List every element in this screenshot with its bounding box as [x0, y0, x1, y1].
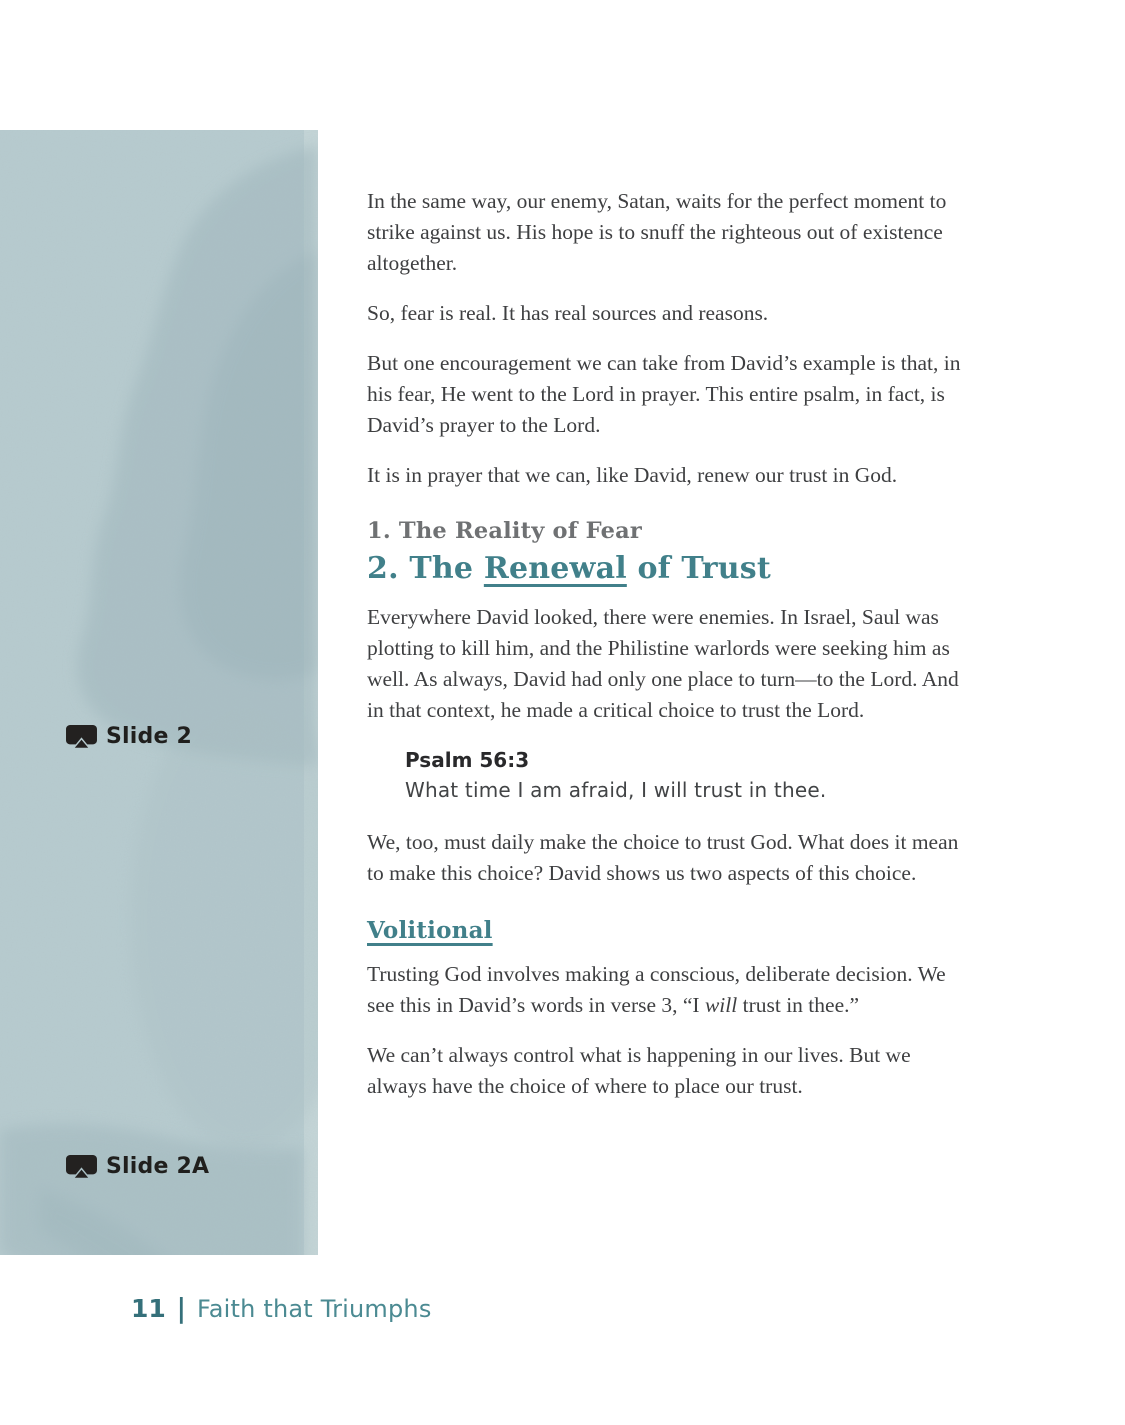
paragraph: So, fear is real. It has real sources and reasons.: [367, 301, 769, 325]
slide-marker-label: Slide 2: [106, 724, 192, 749]
footer-divider: |: [176, 1293, 186, 1324]
paragraph: Everywhere David looked, there were enemies. In Israel, Saul was plotting to kill him, and the Philistine warlords were seeking him as well. As always, David had only one place to turn—to the Lord. And in that context, he made a critical choice to trust the Lord.: [367, 605, 959, 722]
screen-share-icon: [66, 725, 97, 749]
scripture-reference: Psalm 56:3: [405, 748, 530, 772]
section-heading-renewal-of-trust: [367, 548, 963, 590]
underlined-word: Renewal: [483, 551, 627, 586]
slide-marker: [66, 724, 192, 749]
underlined-word: Volitional: [367, 917, 493, 944]
heading-text: of Trust: [626, 551, 771, 586]
scripture-quote: [405, 745, 963, 805]
lesson-content: [367, 186, 963, 1121]
paragraph: It is in prayer that we can, like David, renew our trust in God.: [367, 463, 898, 487]
paragraph: We can’t always control what is happening in our lives. But we always have the choice of where to place our trust.: [367, 1043, 911, 1098]
heading-text: 2. The: [367, 551, 484, 586]
watercolor-texture: [0, 130, 318, 1255]
slide-marker-label: Slide 2A: [106, 1154, 210, 1179]
screen-share-icon: [66, 1155, 97, 1179]
paragraph: We, too, must daily make the choice to trust God. What does it mean to make this choice? David shows us two aspects of this choice.: [367, 830, 959, 885]
subheading-volitional: [367, 916, 963, 946]
page-footer: [131, 1294, 432, 1323]
paragraph: But one encouragement we can take from David’s example is that, in his fear, He went to the Lord in prayer. This entire psalm, in fact, is David’s prayer to the Lord.: [367, 351, 961, 437]
scripture-text: What time I am afraid, I will trust in thee.: [405, 778, 827, 802]
booklet-title: Faith that Triumphs: [196, 1294, 432, 1323]
slide-marker: [66, 1154, 209, 1179]
paragraph-text: trust in thee.”: [737, 993, 860, 1017]
watercolor-sidebar: [0, 130, 318, 1255]
section-heading-reality-of-fear: 1. The Reality of Fear: [367, 518, 642, 544]
page-number: 11: [131, 1294, 166, 1323]
emphasis-word: will: [704, 993, 738, 1017]
paragraph: In the same way, our enemy, Satan, waits for the perfect moment to strike against us. His hope is to snuff the righteous out of existence altogether.: [367, 189, 947, 275]
paragraph-text: Trusting God involves making a conscious, deliberate decision. We see this in David’s words in verse 3, “I: [367, 962, 946, 1017]
paragraph: [367, 959, 963, 1021]
